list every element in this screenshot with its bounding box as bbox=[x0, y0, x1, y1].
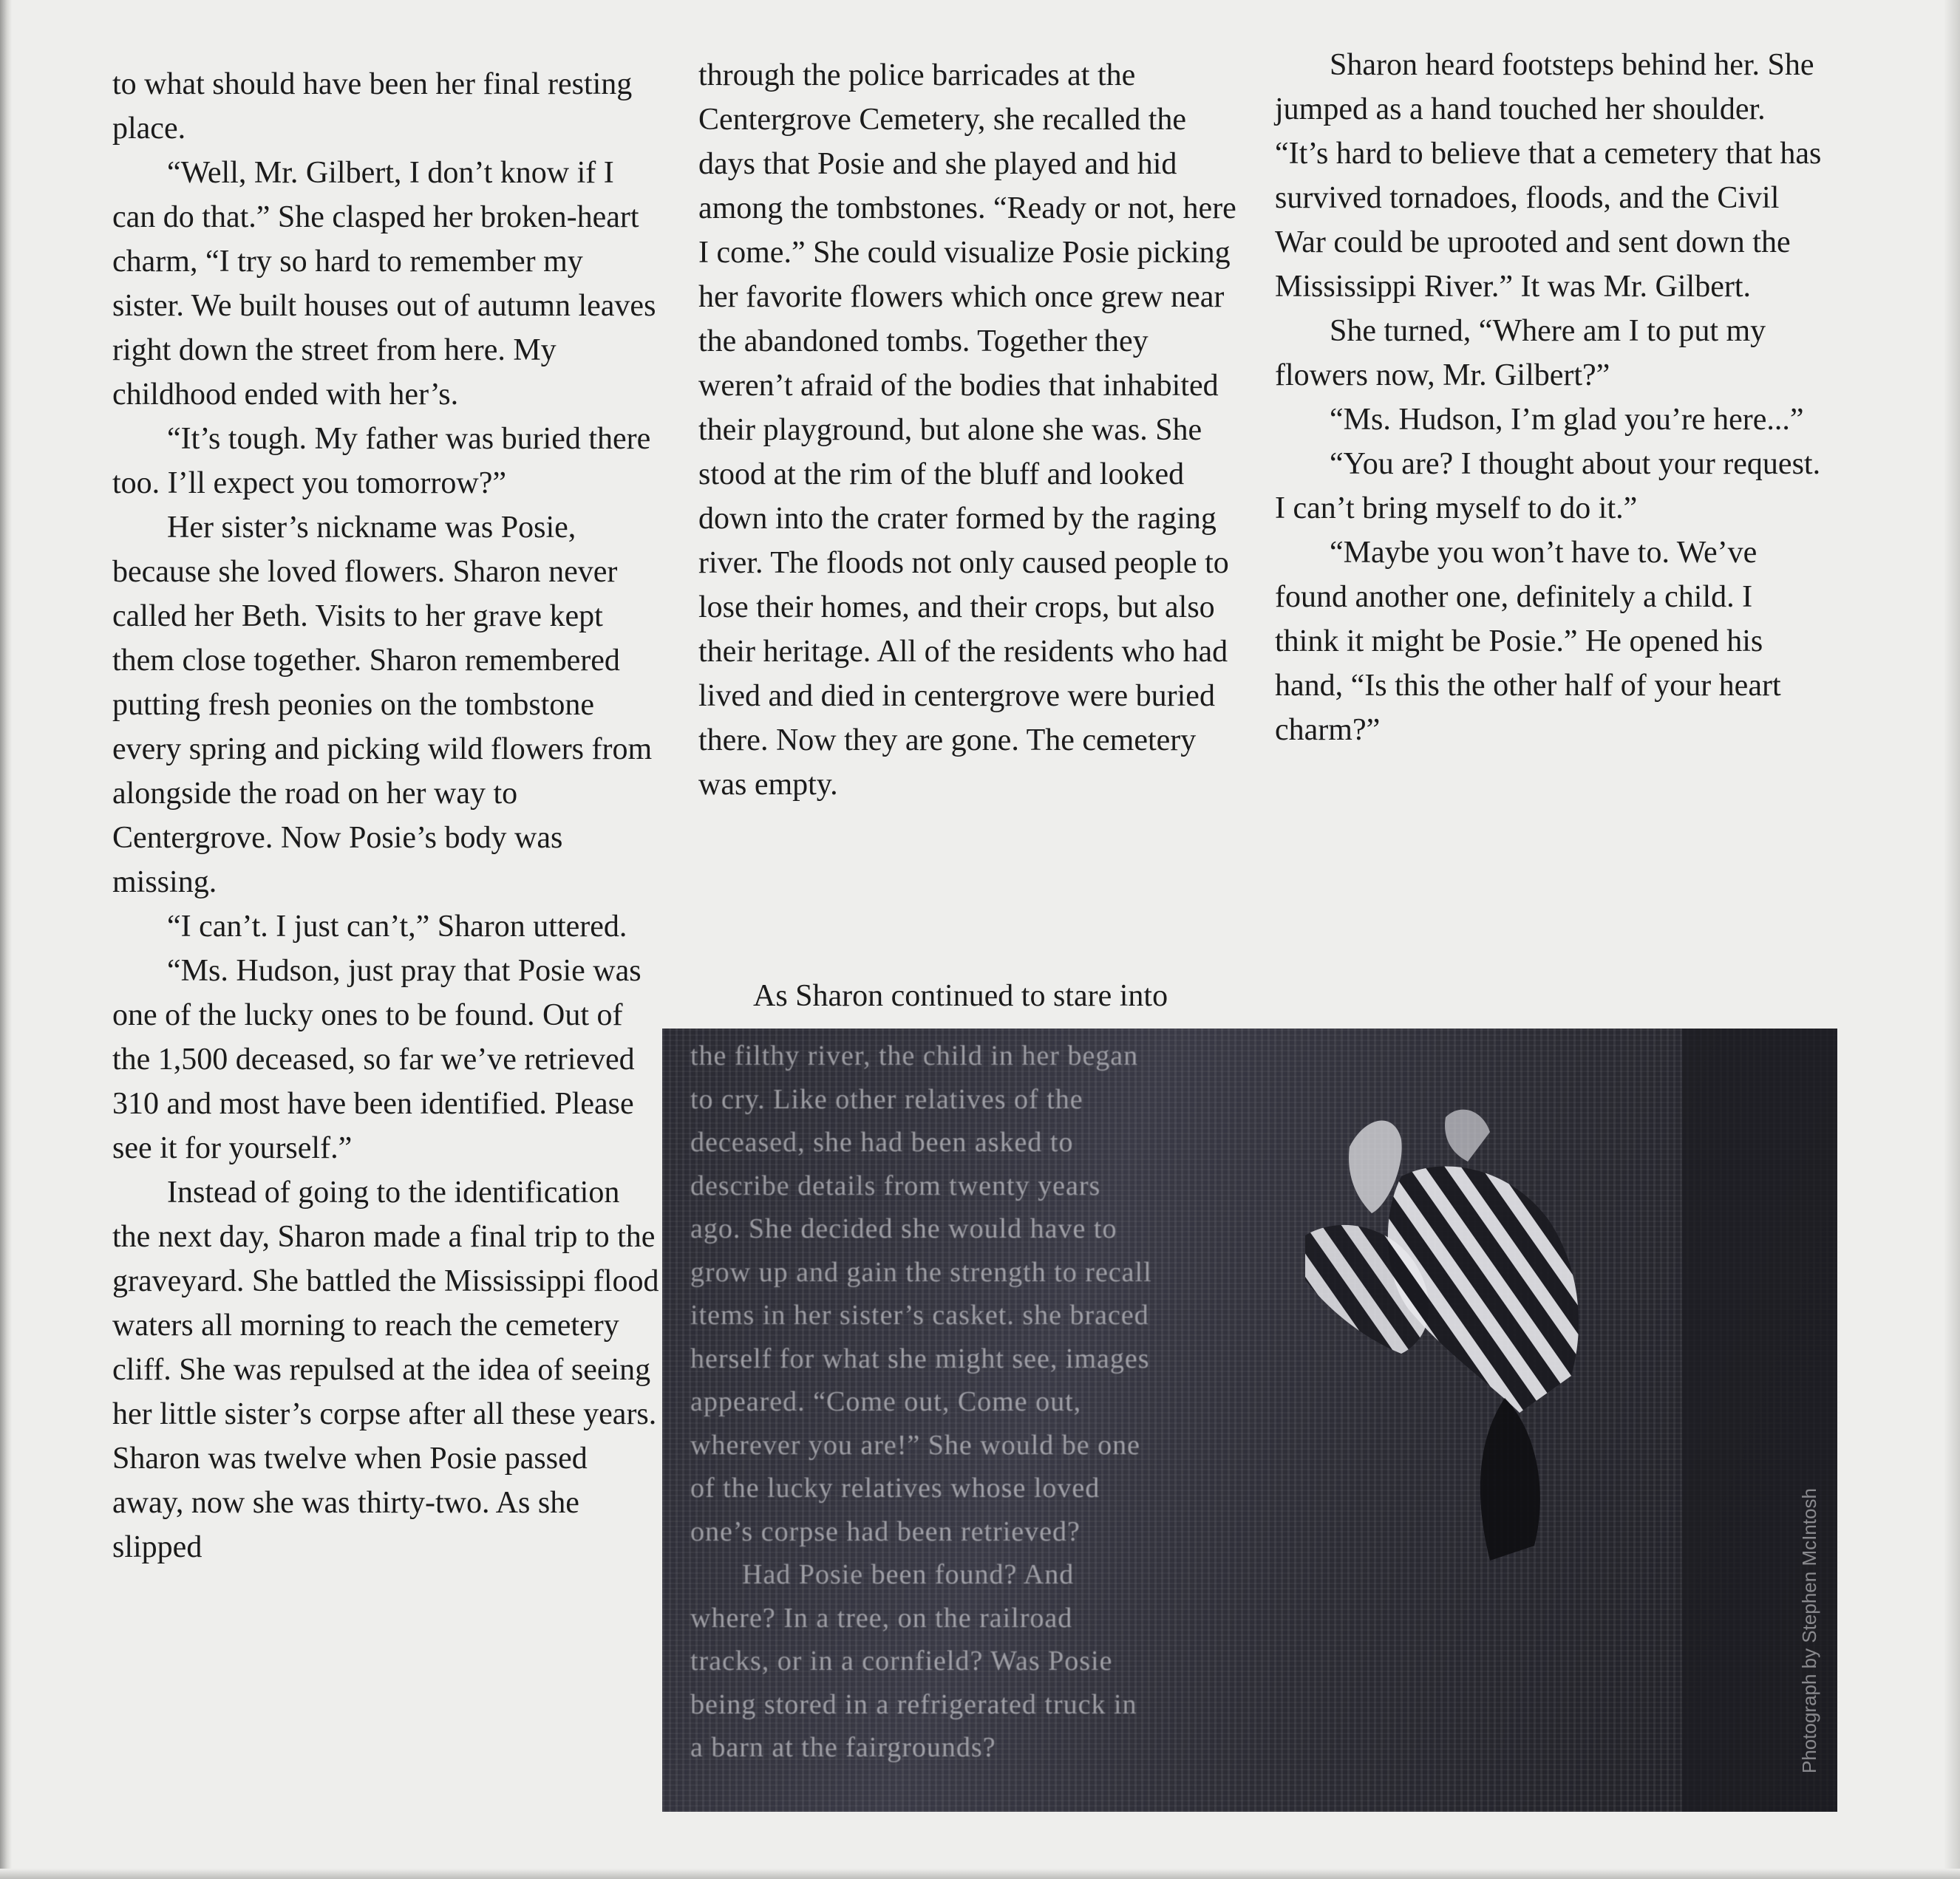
paragraph: “Well, Mr. Gilbert, I don’t know if I can do that.” She clasped her broken-heart charm, “I try so hard to remember my sister. We built houses out of autumn leaves right down the street from here. My childhood ended with her’s. bbox=[112, 156, 656, 412]
paragraph: “I can’t. I just can’t,” Sharon uttered. bbox=[167, 910, 627, 944]
text-column-2-continuation bbox=[698, 974, 1245, 1018]
paragraph: “Maybe you won’t have to. We’ve found another one, definitely a child. I think it might be Posie.” He opened his hand, “Is this the other half of your heart charm?” bbox=[1275, 536, 1781, 747]
paragraph: the filthy river, the child in her began to cry. Like other relatives of the deceased, she had been asked to describe details from twenty years ago. She decided she would have to grow up and gain the strength to recall items in her sister’s casket. she braced herself for what she might see, images appeared. “Come out, Come out, wherever you are!” She would be one of the lucky relatives whose loved one’s corpse had been retrieved? bbox=[690, 1040, 1152, 1547]
photo-overlay-text bbox=[690, 1034, 1156, 1770]
text-column-3 bbox=[1275, 43, 1822, 752]
story-photograph bbox=[662, 1029, 1837, 1812]
paragraph: to what should have been her final resting place. bbox=[112, 67, 633, 146]
paragraph: “Ms. Hudson, just pray that Posie was one of the lucky ones to be found. Out of the 1,500 deceased, so far we’ve retrieved 310 and most have been identified. Please see it for yourself.” bbox=[112, 954, 642, 1165]
page-right-edge bbox=[1944, 0, 1960, 1879]
photo-credit: Photograph by Stephen McIntosh bbox=[1798, 1488, 1820, 1773]
paragraph: through the police barricades at the Centergrove Cemetery, she recalled the days that Posie and she played and hid among the tombstones. “Ready or not, here I come.” She could visualize Posie picking her favorite flowers which once grew near the abandoned tombs. Together they weren’t afraid of the bodies that inhabited their playground, but alone she was. She stood at the rim of the bluff and looked down into the crater formed by the raging river. The floods not only caused people to lose their homes, and their crops, but also their heritage. All of the residents who had lived and died in centergrove were buried there. Now they are gone. The cemetery was empty. bbox=[698, 58, 1236, 802]
paragraph: Instead of going to the identification the next day, Sharon made a final trip to the graveyard. She battled the Mississippi flood waters all morning to reach the cemetery cliff. She was repulsed at the idea of seeing her little sister’s corpse after all these years. Sharon was twelve when Posie passed away, now she was thirty-two. As she slipped bbox=[112, 1176, 659, 1564]
paragraph: Sharon heard footsteps behind her. She jumped as a hand touched her shoulder. “It’s hard to believe that a cemetery that has survived tornadoes, floods, and the Civil War could be uprooted and sent down the Mississippi River.” It was Mr. Gilbert. bbox=[1275, 48, 1822, 304]
paragraph: “Ms. Hudson, I’m glad you’re here...” bbox=[1330, 403, 1804, 437]
paragraph: “It’s tough. My father was buried there too. I’ll expect you tomorrow?” bbox=[112, 422, 651, 500]
paragraph: Had Posie been found? And where? In a tree, on the railroad tracks, or in a cornfield? Was Posie being stored in a refrigerated truck in a barn at the fairgrounds? bbox=[690, 1559, 1137, 1763]
paragraph: Her sister’s nickname was Posie, because she loved flowers. Sharon never called her Beth. Visits to her grave kept them close together. Sharon remembered putting fresh peonies on the tombstone every spring and picking wild flowers from alongside the road on her way to Centergrove. Now Posie’s body was missing. bbox=[112, 511, 653, 899]
text-column-1 bbox=[112, 62, 659, 1569]
paragraph: “You are? I thought about your request. I can’t bring myself to do it.” bbox=[1275, 447, 1821, 525]
page-left-edge bbox=[0, 0, 12, 1879]
page-bottom-edge bbox=[0, 1869, 1960, 1879]
text-column-2 bbox=[698, 53, 1245, 807]
paragraph: She turned, “Where am I to put my flowers now, Mr. Gilbert?” bbox=[1275, 314, 1766, 392]
paragraph: As Sharon continued to stare into bbox=[753, 979, 1168, 1013]
